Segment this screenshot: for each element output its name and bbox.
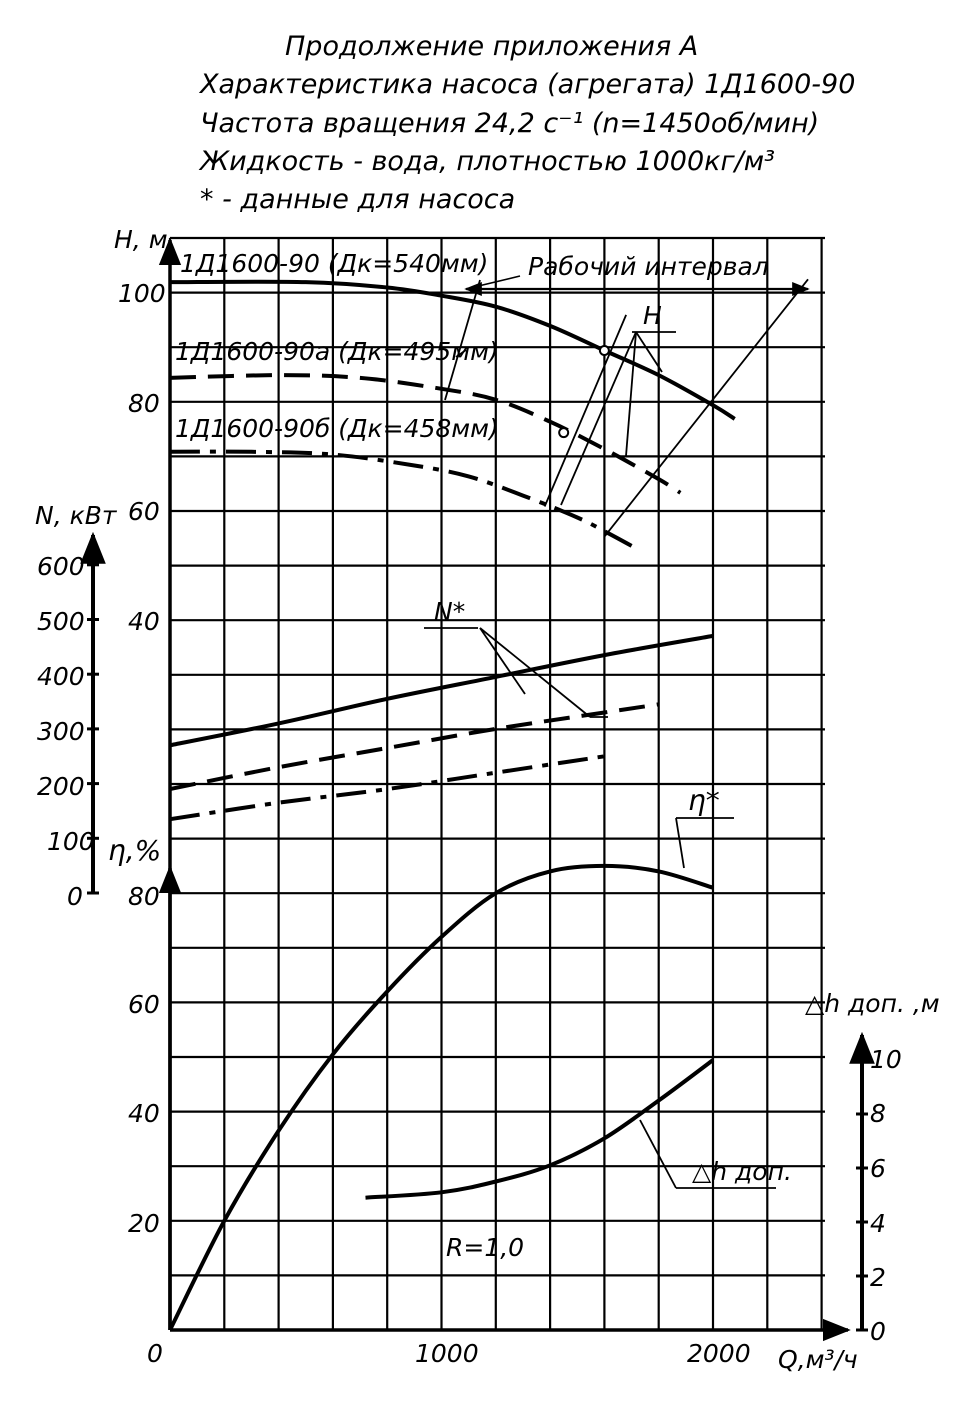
series-line-0-2 (170, 452, 640, 551)
h-tick-label: 100 (118, 279, 166, 308)
header-line-3: Частота вращения 24,2 с⁻¹ (n=1450об/мин) (200, 108, 820, 139)
dh-tick-label: 4 (870, 1209, 886, 1238)
header-line-4: Жидкость - вода, плотностью 1000кг/м³ (200, 146, 775, 177)
series-point-0-0 (600, 346, 609, 355)
q-axis-label: Q,м³/ч (778, 1345, 858, 1374)
dh-tick-label: 8 (870, 1099, 886, 1128)
n-axis-label: N, кВт (35, 501, 117, 530)
h-tick-label: 80 (128, 389, 160, 418)
header-line-5: * - данные для насоса (200, 184, 516, 215)
r-value-label: R=1,0 (446, 1233, 525, 1262)
series-line-0-3 (604, 279, 808, 536)
n-tick-label: 0 (67, 882, 83, 911)
series-line-2-1 (366, 1060, 714, 1198)
dh-tick-label: 6 (870, 1154, 886, 1183)
n-tick-label: 100 (47, 827, 95, 856)
dh-tick-label: 10 (870, 1045, 902, 1074)
q-tick-label: 2000 (687, 1339, 751, 1368)
n-tick-label: 500 (37, 607, 85, 636)
eta-tick-label: 60 (128, 990, 160, 1019)
eta-tick-label: 40 (128, 1099, 160, 1128)
dh-marker-label: △h доп. (692, 1157, 792, 1186)
n-tick-label: 600 (37, 552, 85, 581)
h-tick-label: 60 (128, 497, 160, 526)
h-marker-label: H (643, 301, 662, 330)
q-tick-label: 0 (147, 1339, 163, 1368)
eta-tick-label: 80 (128, 882, 160, 911)
curve-label-90b: 1Д1600-90б (Дк=458мм) (175, 414, 499, 443)
dh-tick-label: 0 (870, 1317, 886, 1346)
curve-label-90a: 1Д1600-90а (Дк=495мм) (175, 337, 499, 366)
n-tick-label: 200 (37, 772, 85, 801)
series-line-1-1 (170, 704, 659, 789)
dh-axis-label: △h доп. ,м (805, 989, 940, 1018)
series-point-0-1 (559, 428, 568, 437)
header-line-1: Продолжение приложения А (285, 31, 699, 62)
n-tick-label: 400 (37, 662, 85, 691)
n-marker-label: N* (434, 597, 466, 626)
n-tick-label: 300 (37, 717, 85, 746)
dh-tick-label: 2 (870, 1263, 886, 1292)
curve-label-90: 1Д1600-90 (Дк=540мм) (180, 249, 489, 278)
eta-tick-label: 20 (128, 1209, 160, 1238)
q-tick-label: 1000 (415, 1339, 479, 1368)
work-range-label: Рабочий интервал (528, 252, 769, 281)
eta-marker-label: η* (688, 784, 720, 817)
h-tick-label: 40 (128, 607, 160, 636)
eta-axis-label: η,% (108, 834, 162, 867)
h-axis-label: H, м (114, 225, 168, 254)
header-line-2: Характеристика насоса (агрегата) 1Д1600-90 (200, 69, 856, 100)
